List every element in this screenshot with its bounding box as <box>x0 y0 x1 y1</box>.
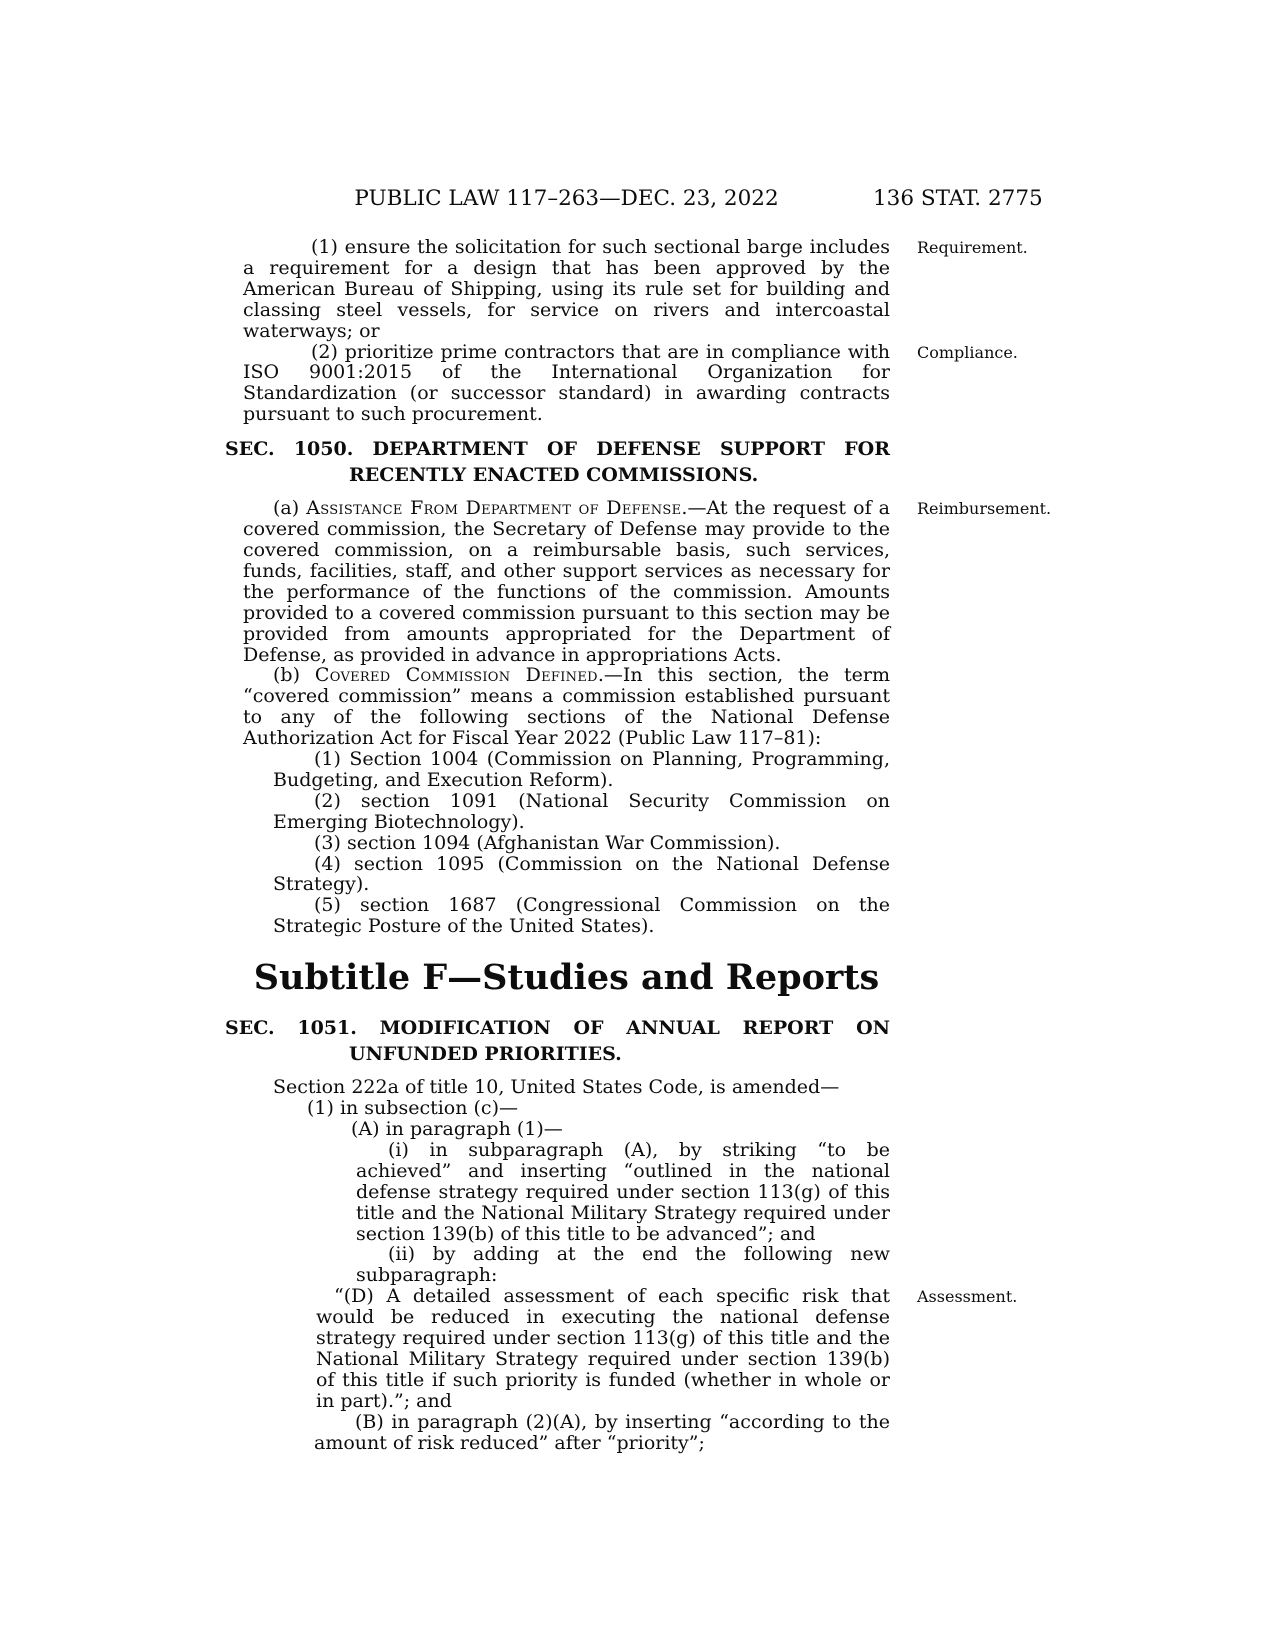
covered-commission-item-5: (5) section 1687 (Congressional Commission on the Strategic Posture of the United States). <box>273 894 890 938</box>
sec-1051-clause-1A-ii: (ii) by adding at the end the following new subparagraph: <box>356 1243 890 1287</box>
subsection-a-text: .—At the request of a covered commission, the Secretary of Defense may provide to the covered commission, on a reimbursable basis, such services, funds, facilities, staff, and other support services as necessary for the performance of the functions of the commission. Amounts provided to a covered commission pursuant to this section may be provided from amounts appropriated for the Department of Defense, as provided in advance in appropriations Acts. <box>243 497 890 666</box>
covered-commission-item-2: (2) section 1091 (National Security Commission on Emerging Biotechnology). <box>273 789 890 833</box>
sec-1051-clause-1B: (B) in paragraph (2)(A), by inserting “according to the amount of risk reduced” after “priority”; <box>314 1410 890 1454</box>
margin-note-reimbursement: Reimbursement. <box>917 499 1052 519</box>
sec-1050-subsection-b <box>243 665 890 749</box>
sec-1051-clause-1: (1) in subsection (c)— <box>307 1097 518 1120</box>
paragraph-2-prime-contractors <box>243 340 1018 426</box>
subsection-a-smallcaps-heading: Assistance From Department of Defense <box>306 497 682 520</box>
covered-commission-item-4: (4) section 1095 (Commission on the National Defense Strategy). <box>273 852 890 896</box>
subsection-b-smallcaps-heading: Covered Commission Defined <box>314 664 598 687</box>
margin-note-requirement: Requirement. <box>917 238 1028 257</box>
paragraph-2-text: (2) prioritize prime contractors that are in compliance with ISO 9001:2015 of the International Organization for Standardization (or successor standard) in awarding contracts pursuant to such procurement. <box>243 340 890 426</box>
covered-commission-item-1: (1) Section 1004 (Commission on Planning, Programming, Budgeting, and Execution Reform). <box>273 748 890 791</box>
sec-1051-intro: Section 222a of title 10, United States Code, is amended— <box>273 1076 840 1099</box>
sec-1050-subsection-a <box>243 497 1052 666</box>
quoted-subparagraph-D-text: “(D) A detailed assessment of each specific risk that would be reduced in executing the national defense strategy required under section 113(g) of this title and the National Military Strategy required under section 139(b) of this title if such priority is funded (whether in whole or in part).”; and <box>316 1285 890 1412</box>
sec-1050-heading: SEC. 1050. DEPARTMENT OF DEFENSE SUPPORT FOR RECENTLY ENACTED COMMISSIONS. <box>225 438 890 486</box>
text-column <box>225 236 1052 1454</box>
subsection-b-text: .—In this section, the term “covered commission” means a commission established pursuant to any of the following sections of the National Defense Authorization Act for Fiscal Year 2022 (Public Law 117–81): <box>243 664 891 750</box>
paragraph-1-text: (1) ensure the solicitation for such sectional barge includes a requirement for a design that has been approved by the American Bureau of Shipping, using its rule set for building and classing steel vessels, for service on rivers and intercoastal waterways; or <box>243 236 890 342</box>
sec-1051-clause-1A-i: (i) in subparagraph (A), by striking “to be achieved” and inserting “outlined in the national defense strategy required under section 113(g) of this title and the National Military Strategy required under section 139(b) of this title to be advanced”; and <box>356 1138 890 1245</box>
running-head-law-title: PUBLIC LAW 117–263—DEC. 23, 2022 <box>354 186 779 211</box>
running-head <box>0 186 1275 212</box>
sec-1051-quoted-subparagraph-D <box>243 1285 1018 1412</box>
sec-1051-clause-1A: (A) in paragraph (1)— <box>351 1118 563 1140</box>
margin-note-compliance: Compliance. <box>917 342 1018 362</box>
margin-note-assessment: Assessment. <box>917 1287 1018 1307</box>
paragraph-1-sectional-barge <box>243 236 1028 342</box>
subsection-a-prefix: (a) <box>273 497 307 520</box>
subtitle-f-heading: Subtitle F—Studies and Reports <box>253 957 880 999</box>
running-head-stat-number: 136 STAT. 2775 <box>873 186 1043 211</box>
sec-1051-heading: SEC. 1051. MODIFICATION OF ANNUAL REPORT ON UNFUNDED PRIORITIES. <box>225 1017 890 1065</box>
covered-commission-item-3: (3) section 1094 (Afghanistan War Commission). <box>314 831 781 854</box>
subsection-b-prefix: (b) <box>273 664 315 687</box>
